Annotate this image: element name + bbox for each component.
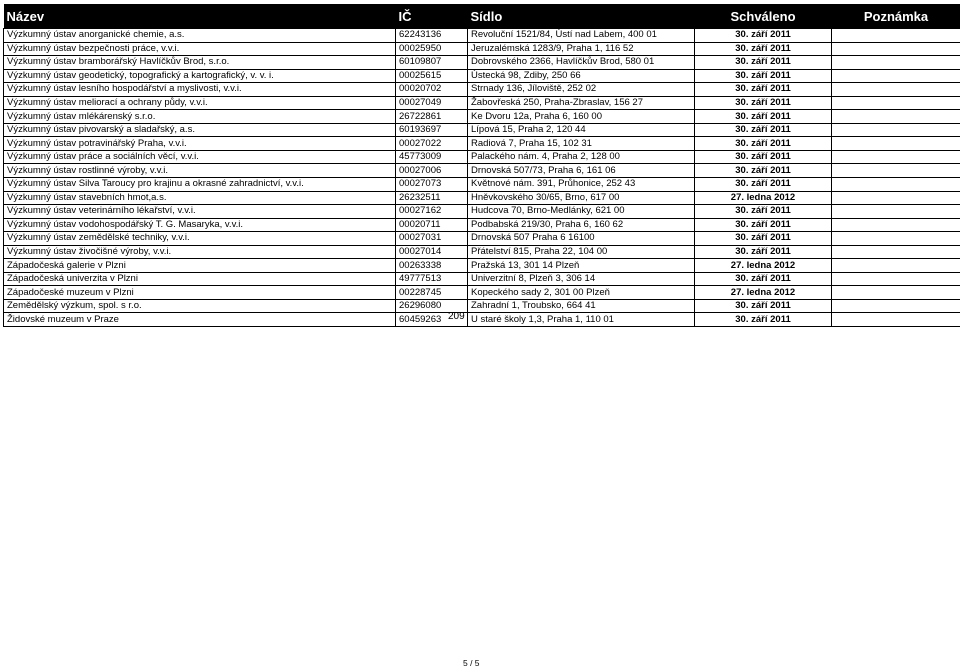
- cell-note: [832, 178, 960, 192]
- header-seat: Sídlo: [468, 4, 695, 29]
- cell-approved: 27. ledna 2012: [695, 191, 832, 205]
- cell-approved: 30. září 2011: [695, 272, 832, 286]
- cell-note: [832, 150, 960, 164]
- cell-seat: Pražská 13, 301 14 Plzeň: [468, 259, 695, 273]
- cell-seat: Dobrovského 2366, Havlíčkův Brod, 580 01: [468, 56, 695, 70]
- table-header: [4, 4, 960, 29]
- cell-note: [832, 96, 960, 110]
- cell-approved: 30. září 2011: [695, 123, 832, 137]
- table-row: [4, 178, 960, 192]
- cell-seat: Kopeckého sady 2, 301 00 Plzeň: [468, 286, 695, 300]
- cell-approved: 30. září 2011: [695, 110, 832, 124]
- cell-note: [832, 218, 960, 232]
- cell-name: Výzkumný ústav živočišné výroby, v.v.i.: [4, 245, 396, 259]
- table-row: [4, 191, 960, 205]
- cell-ic: 60459263: [396, 313, 468, 327]
- cell-ic: 60109807: [396, 56, 468, 70]
- cell-seat: Lípová 15, Praha 2, 120 44: [468, 123, 695, 137]
- cell-seat: Přátelství 815, Praha 22, 104 00: [468, 245, 695, 259]
- cell-approved: 30. září 2011: [695, 164, 832, 178]
- table-row: [4, 137, 960, 151]
- cell-approved: 30. září 2011: [695, 137, 832, 151]
- cell-seat: Drnovská 507 Praha 6 16100: [468, 232, 695, 246]
- cell-ic: 26232511: [396, 191, 468, 205]
- cell-name: Výzkumný ústav práce a sociálních věcí, v.v.i.: [4, 150, 396, 164]
- cell-approved: 30. září 2011: [695, 56, 832, 70]
- cell-ic: 00027162: [396, 205, 468, 219]
- cell-note: [832, 69, 960, 83]
- cell-seat: Zahradní 1, Troubsko, 664 41: [468, 299, 695, 313]
- cell-ic: 00027022: [396, 137, 468, 151]
- cell-seat: Květnové nám. 391, Průhonice, 252 43: [468, 178, 695, 192]
- row-total: 209: [448, 311, 465, 322]
- table-row: [4, 299, 960, 313]
- cell-approved: 30. září 2011: [695, 232, 832, 246]
- cell-name: Výzkumný ústav bramborářský Havlíčkův Brod, s.r.o.: [4, 56, 396, 70]
- cell-ic: 00263338: [396, 259, 468, 273]
- cell-ic: 26722861: [396, 110, 468, 124]
- cell-note: [832, 232, 960, 246]
- cell-note: [832, 286, 960, 300]
- cell-approved: 30. září 2011: [695, 69, 832, 83]
- cell-seat: Radiová 7, Praha 15, 102 31: [468, 137, 695, 151]
- cell-seat: Hněvkovského 30/65, Brno, 617 00: [468, 191, 695, 205]
- cell-name: Výzkumný ústav meliorací a ochrany půdy, v.v.i.: [4, 96, 396, 110]
- cell-seat: Jeruzalémská 1283/9, Praha 1, 116 52: [468, 42, 695, 56]
- cell-name: Výzkumný ústav veterinárního lékařství, v.v.i.: [4, 205, 396, 219]
- cell-note: [832, 191, 960, 205]
- cell-approved: 27. ledna 2012: [695, 259, 832, 273]
- cell-note: [832, 259, 960, 273]
- cell-seat: Žabovřeská 250, Praha-Zbraslav, 156 27: [468, 96, 695, 110]
- header-approved: Schváleno: [695, 4, 832, 29]
- cell-name: Výzkumný ústav vodohospodářský T. G. Masaryka, v.v.i.: [4, 218, 396, 232]
- cell-name: Západočeská univerzita v Plzni: [4, 272, 396, 286]
- table-row: [4, 69, 960, 83]
- cell-approved: 30. září 2011: [695, 42, 832, 56]
- cell-approved: 30. září 2011: [695, 150, 832, 164]
- header-name: Název: [4, 4, 396, 29]
- cell-ic: 00020711: [396, 218, 468, 232]
- page-number: 5 / 5: [463, 658, 480, 668]
- cell-ic: 00228745: [396, 286, 468, 300]
- table-row: [4, 164, 960, 178]
- cell-name: Výzkumný ústav potravinářský Praha, v.v.i.: [4, 137, 396, 151]
- cell-seat: U staré školy 1,3, Praha 1, 110 01: [468, 313, 695, 327]
- cell-approved: 30. září 2011: [695, 178, 832, 192]
- cell-name: Výzkumný ústav rostlinné výroby, v.v.i.: [4, 164, 396, 178]
- table-row: [4, 272, 960, 286]
- registry-table: [3, 4, 960, 327]
- cell-seat: Podbabská 219/30, Praha 6, 160 62: [468, 218, 695, 232]
- table-row: [4, 96, 960, 110]
- table-row: [4, 286, 960, 300]
- cell-approved: 30. září 2011: [695, 245, 832, 259]
- cell-name: Výzkumný ústav bezpečnosti práce, v.v.i.: [4, 42, 396, 56]
- cell-ic: 00025950: [396, 42, 468, 56]
- cell-ic: 45773009: [396, 150, 468, 164]
- table-row: [4, 218, 960, 232]
- cell-seat: Strnady 136, Jíloviště, 252 02: [468, 83, 695, 97]
- table-row: [4, 83, 960, 97]
- cell-name: Výzkumný ústav anorganické chemie, a.s.: [4, 29, 396, 43]
- cell-approved: 30. září 2011: [695, 313, 832, 327]
- table-row: [4, 56, 960, 70]
- cell-seat: Revoluční 1521/84, Ústí nad Labem, 400 01: [468, 29, 695, 43]
- table-row: [4, 245, 960, 259]
- cell-ic: 00027031: [396, 232, 468, 246]
- header-note: Poznámka: [832, 4, 960, 29]
- cell-ic: 00027073: [396, 178, 468, 192]
- cell-note: [832, 205, 960, 219]
- cell-note: [832, 29, 960, 43]
- cell-name: Výzkumný ústav Silva Taroucy pro krajinu a okrasné zahradnictví, v.v.i.: [4, 178, 396, 192]
- cell-name: Židovské muzeum v Praze: [4, 313, 396, 327]
- cell-seat: Hudcova 70, Brno-Medlánky, 621 00: [468, 205, 695, 219]
- cell-ic: 49777513: [396, 272, 468, 286]
- cell-note: [832, 313, 960, 327]
- cell-ic: 00027049: [396, 96, 468, 110]
- table-row: [4, 150, 960, 164]
- cell-note: [832, 123, 960, 137]
- cell-note: [832, 164, 960, 178]
- cell-approved: 30. září 2011: [695, 299, 832, 313]
- cell-name: Výzkumný ústav mlékárenský s.r.o.: [4, 110, 396, 124]
- cell-approved: 30. září 2011: [695, 29, 832, 43]
- table-row: [4, 232, 960, 246]
- cell-note: [832, 272, 960, 286]
- table-row: [4, 42, 960, 56]
- cell-ic: 60193697: [396, 123, 468, 137]
- cell-name: Výzkumný ústav zemědělské techniky, v.v.i.: [4, 232, 396, 246]
- cell-seat: Ke Dvoru 12a, Praha 6, 160 00: [468, 110, 695, 124]
- header-ic: IČ: [396, 4, 468, 29]
- cell-note: [832, 245, 960, 259]
- cell-approved: 30. září 2011: [695, 205, 832, 219]
- cell-approved: 30. září 2011: [695, 218, 832, 232]
- table-body: [4, 29, 960, 327]
- cell-approved: 30. září 2011: [695, 83, 832, 97]
- header-row: [4, 4, 960, 29]
- table-row: [4, 259, 960, 273]
- cell-name: Výzkumný ústav geodetický, topografický a kartografický, v. v. i.: [4, 69, 396, 83]
- cell-name: Zemědělský výzkum, spol. s r.o.: [4, 299, 396, 313]
- cell-seat: Univerzitní 8, Plzeň 3, 306 14: [468, 272, 695, 286]
- table-row: [4, 29, 960, 43]
- cell-seat: Palackého nám. 4, Praha 2, 128 00: [468, 150, 695, 164]
- cell-ic: 00027014: [396, 245, 468, 259]
- cell-approved: 27. ledna 2012: [695, 286, 832, 300]
- table-row: [4, 313, 960, 327]
- cell-name: Výzkumný ústav lesního hospodářství a myslivosti, v.v.i.: [4, 83, 396, 97]
- cell-ic: 62243136: [396, 29, 468, 43]
- cell-name: Západočeská galerie v Plzni: [4, 259, 396, 273]
- cell-name: Výzkumný ústav pivovarský a sladařský, a.s.: [4, 123, 396, 137]
- cell-name: Výzkumný ústav stavebních hmot,a.s.: [4, 191, 396, 205]
- cell-ic: 00025615: [396, 69, 468, 83]
- cell-note: [832, 56, 960, 70]
- table-row: [4, 205, 960, 219]
- cell-note: [832, 299, 960, 313]
- cell-note: [832, 110, 960, 124]
- table-row: [4, 110, 960, 124]
- cell-seat: Drnovská 507/73, Praha 6, 161 06: [468, 164, 695, 178]
- cell-note: [832, 42, 960, 56]
- cell-note: [832, 137, 960, 151]
- cell-seat: Ústecká 98, Zdiby, 250 66: [468, 69, 695, 83]
- cell-ic: 00027006: [396, 164, 468, 178]
- cell-ic: 26296080: [396, 299, 468, 313]
- cell-note: [832, 83, 960, 97]
- cell-name: Západočeské muzeum v Plzni: [4, 286, 396, 300]
- cell-ic: 00020702: [396, 83, 468, 97]
- table-row: [4, 123, 960, 137]
- cell-approved: 30. září 2011: [695, 96, 832, 110]
